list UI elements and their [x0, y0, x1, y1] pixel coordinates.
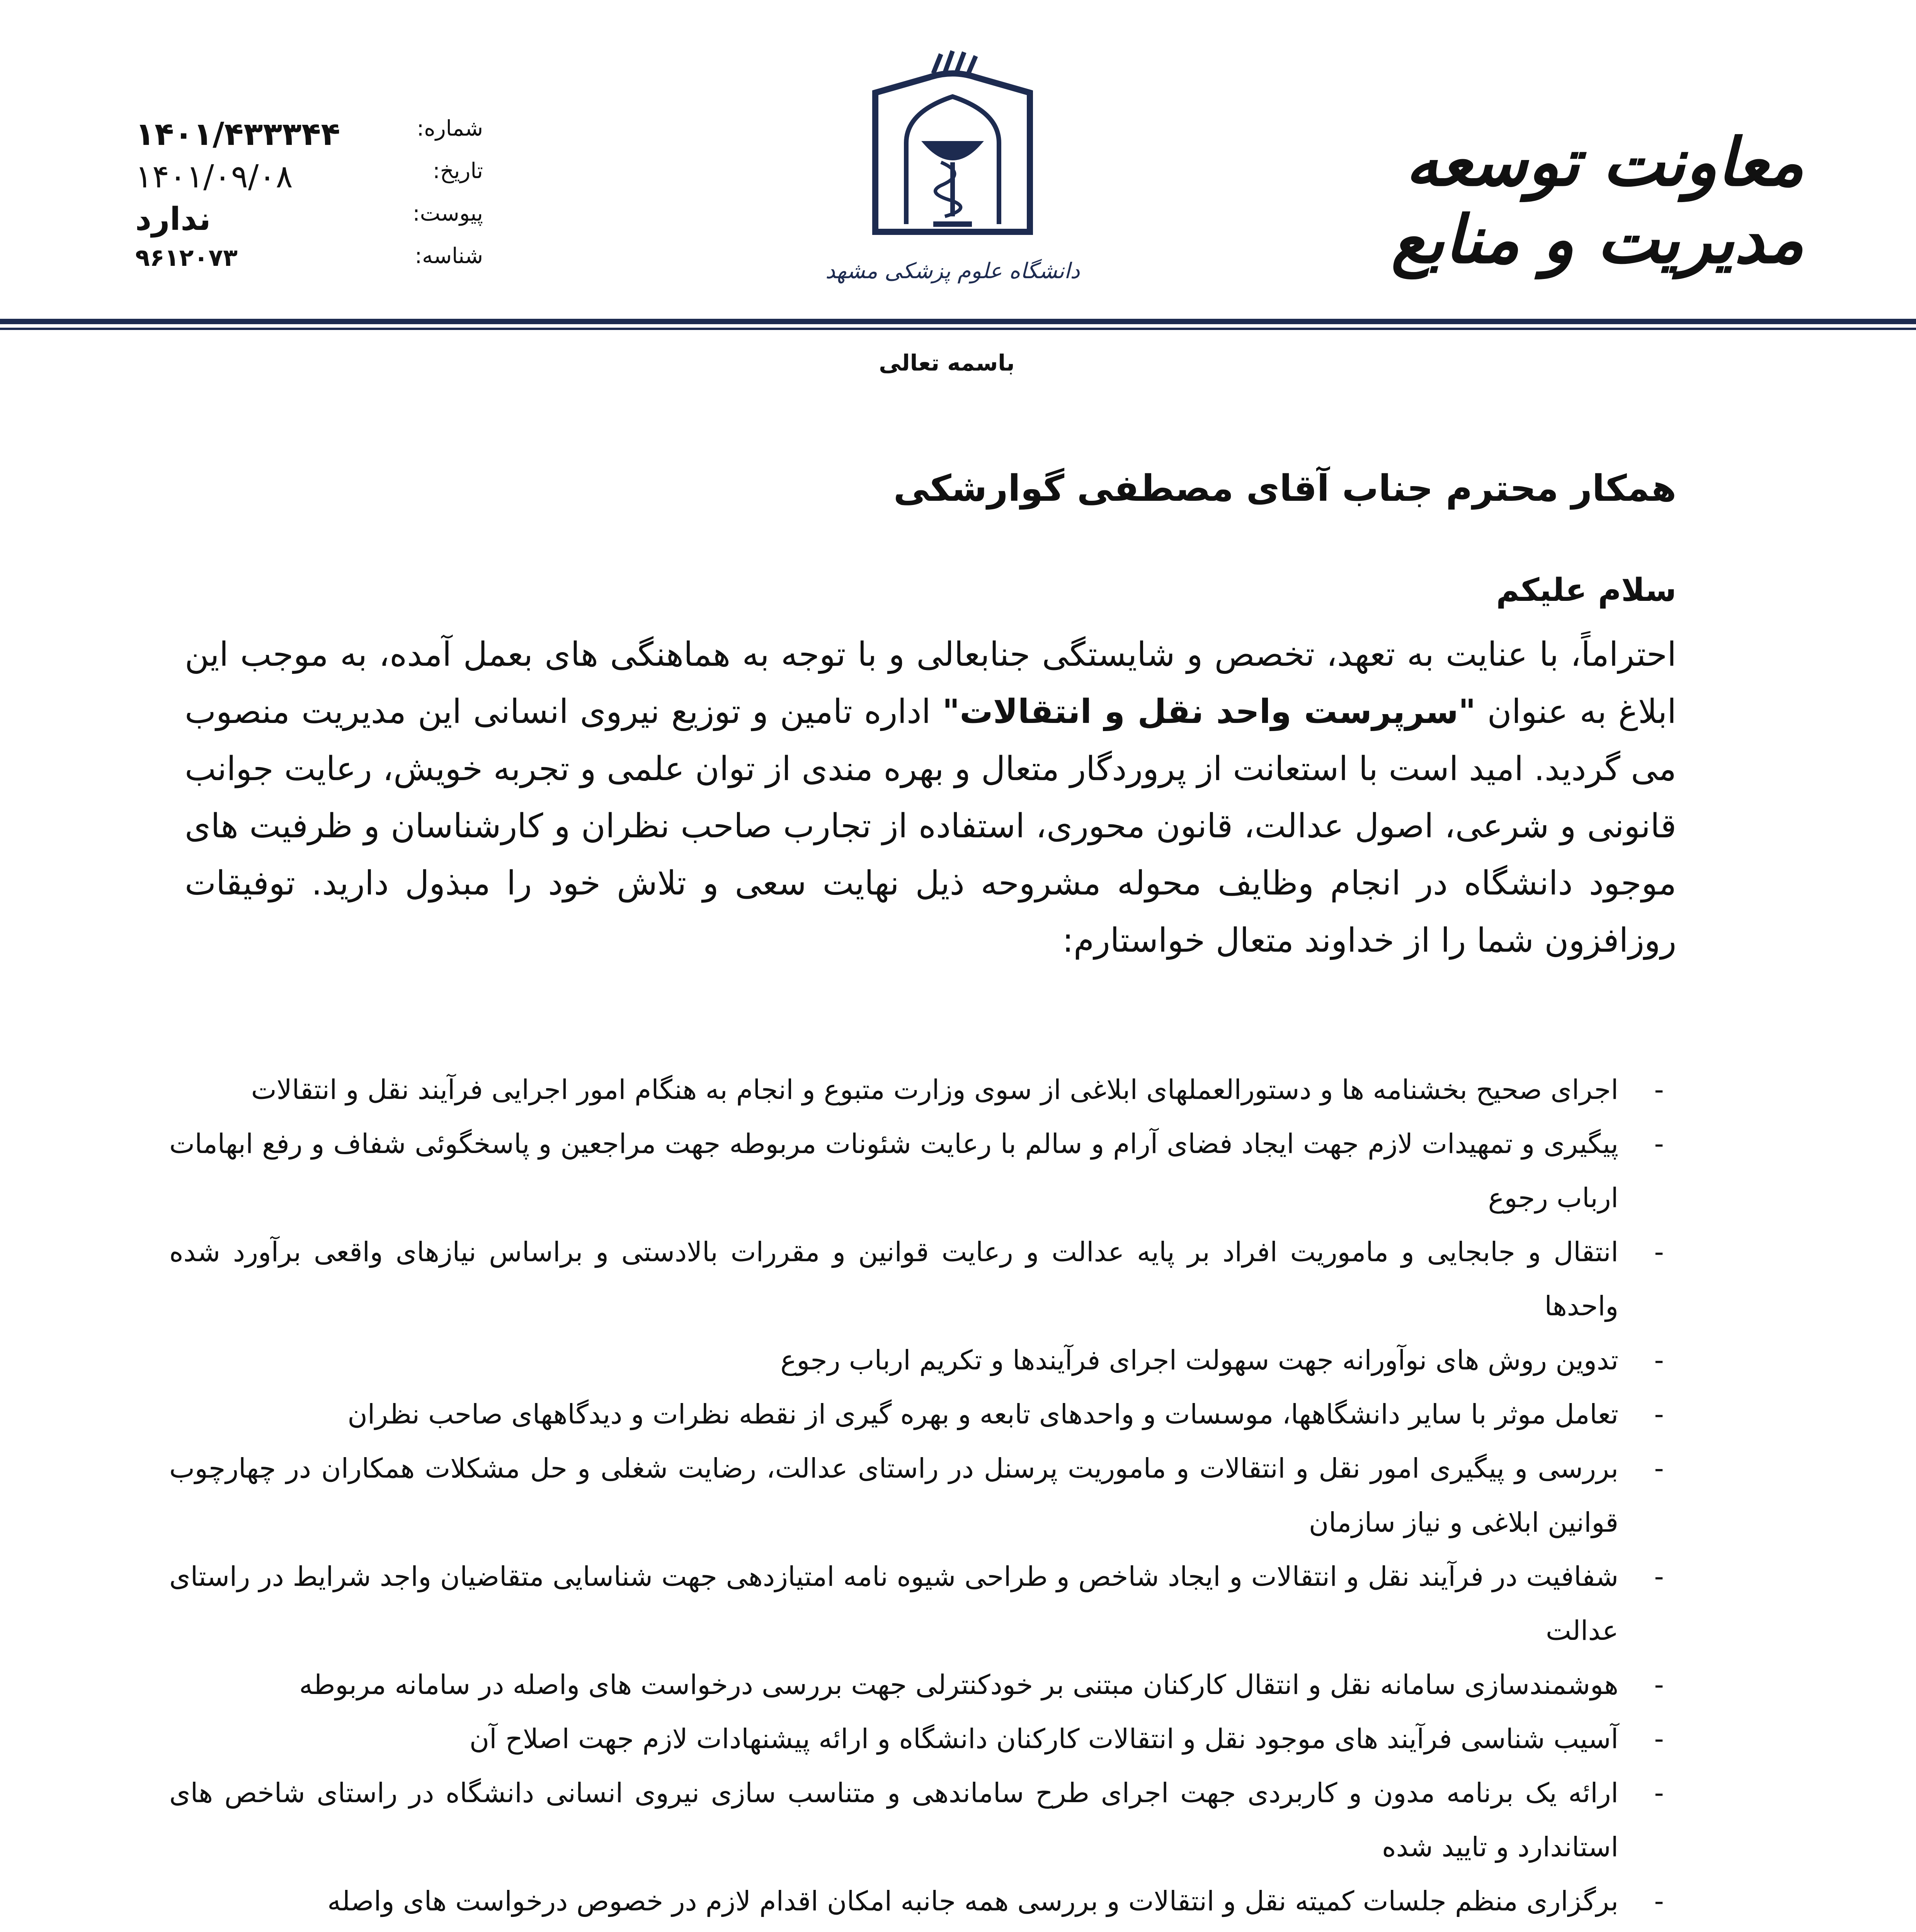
- letter-id: ۹۶۱۲۰۷۳: [135, 243, 238, 272]
- list-marker: -: [1654, 1723, 1664, 1755]
- list-marker: [1642, 1928, 1676, 1932]
- list-marker: -: [1654, 1561, 1664, 1592]
- task-text: انتقال و جابجایی و ماموریت افراد بر پایه عدالت و رعایت قوانین و مقررات بالادستی و براساس نیازهای واقعی برآورد شده واحدها: [169, 1236, 1618, 1322]
- task-text: آسیب شناسی فرآیند های موجود نقل و انتقالات کارکنان دانشگاه و ارائه پیشنهادات لازم جهت اصلاح آن: [469, 1723, 1618, 1755]
- addressee: همکار محترم جناب آقای مصطفی گوارشکی: [893, 468, 1676, 510]
- basmala: باسمه تعالی: [879, 350, 1015, 376]
- letter-attachment: ندارد: [135, 201, 211, 238]
- letter-meta: [135, 116, 483, 317]
- task-text: ارائه یک برنامه مدون و کاربردی جهت اجرای طرح ساماندهی و متناسب سازی نیروی انسانی دانشگاه در راستای شاخص های استاندارد و تایید شده: [169, 1777, 1618, 1863]
- header-rule: [0, 319, 1916, 324]
- header-rule-thin: [0, 328, 1916, 330]
- body-text-part1: احتراماً، با عنایت به تعهد، تخصص و شایستگی جنابعالی و با توجه به هماهنگی های بعمل آمده، به موجب این ابلاغ به عنوان: [185, 635, 1676, 731]
- letter-date: ۱۴۰۱/۰۹/۰۸: [135, 158, 293, 195]
- task-list: [169, 1063, 1676, 1932]
- list-item: [169, 1117, 1676, 1225]
- task-text: پیگیری و تمهیدات لازم جهت ایجاد فضای آرام و سالم با رعایت شئونات مربوطه جهت مراجعین و پاسخگوئی شفاف و رفع ابهامات ارباب رجوع: [169, 1128, 1618, 1214]
- list-marker: -: [1654, 1885, 1664, 1917]
- list-item: [169, 1658, 1676, 1712]
- body-text-part2: اداره تامین و توزیع نیروی انسانی این مدیریت منصوب می گردید. امید است با استعانت از پروردگار متعال و بهره مندی از توان علمی و تجربه خویش، رعایت جوانب قانونی و شرعی، اصول عدالت، قانون محوری، استفاده از تجارب صاحب نظران و کارشناسان و ظرفیت های موجود دانشگاه در انجام وظایف محوله مشروحه ذیل نهایت سعی و تلاش خود را مبذول دارید. توفیقات روزافزون شما را از خداوند متعال خواستارم:: [185, 692, 1676, 960]
- list-item: [169, 1766, 1676, 1874]
- task-text: تدوین روش های نوآورانه جهت سهولت اجرای فرآیندها و تکریم ارباب رجوع: [780, 1344, 1618, 1376]
- meta-date: [135, 158, 483, 201]
- list-marker: -: [1654, 1452, 1664, 1484]
- list-item: [169, 1928, 1676, 1932]
- meta-attachment: [135, 201, 483, 243]
- logo-text: دانشگاه علوم پزشکی مشهد: [825, 259, 1080, 284]
- letter-id-label: شناسه:: [415, 243, 483, 269]
- letter-attachment-label: پیوست:: [412, 201, 483, 226]
- letter-date-label: تاریخ:: [432, 158, 483, 184]
- department-title: معاونت توسعه مدیریت و منابع: [1391, 124, 1804, 278]
- task-text: بررسی و پیگیری امور نقل و انتقالات و ماموریت پرسنل در راستای عدالت، رضایت شغلی و حل مشکلات همکاران در چهارچوب قوانین ابلاغی و نیاز سازمان: [169, 1452, 1618, 1538]
- task-text: اجرای صحیح بخشنامه ها و دستورالعملهای ابلاغی از سوی وزارت متبوع و انجام به هنگام امور اجرایی فرآیند نقل و انتقالات: [251, 1074, 1618, 1105]
- list-marker: -: [1654, 1669, 1664, 1701]
- position-title: "سرپرست واحد نقل و انتقالات": [942, 692, 1476, 731]
- letter-number-label: شماره:: [417, 116, 483, 141]
- list-item: [169, 1225, 1676, 1333]
- task-text: برگزاری منظم جلسات کمیته نقل و انتقالات و بررسی همه جانبه امکان اقدام لازم در خصوص درخواست های واصله: [327, 1885, 1618, 1917]
- letter-number: ۱۴۰۱/۴۳۳۳۴۴: [135, 116, 340, 153]
- university-logo: [825, 46, 1080, 301]
- list-marker: -: [1654, 1074, 1664, 1105]
- list-marker: -: [1654, 1236, 1664, 1268]
- task-text: هوشمندسازی سامانه نقل و انتقال کارکنان مبتنی بر خودکنترلی جهت بررسی درخواست های واصله در سامانه مربوطه: [299, 1669, 1618, 1701]
- letter-body: [185, 626, 1676, 1051]
- list-item: [169, 1387, 1676, 1441]
- list-item: [169, 1441, 1676, 1549]
- meta-id: [135, 243, 483, 286]
- task-text: شفافیت در فرآیند نقل و انتقالات و ایجاد شاخص و طراحی شیوه نامه امتیازدهی جهت شناسایی متقاضیان واجد شرایط در راستای عدالت: [169, 1561, 1618, 1646]
- list-item: [169, 1063, 1676, 1117]
- list-marker: -: [1654, 1128, 1664, 1160]
- list-marker: -: [1654, 1398, 1664, 1430]
- list-item: [169, 1333, 1676, 1387]
- greeting: سلام علیکم: [1496, 572, 1676, 609]
- task-text: تعامل موثر با سایر دانشگاهها، موسسات و واحدهای تابعه و بهره گیری از نقطه نظرات و دیدگاههای صاحب نظران: [347, 1398, 1618, 1430]
- list-marker: -: [1654, 1344, 1664, 1376]
- list-item: [169, 1874, 1676, 1928]
- meta-number: [135, 116, 483, 158]
- list-item: [169, 1549, 1676, 1658]
- list-item: [169, 1712, 1676, 1766]
- list-marker: -: [1654, 1777, 1664, 1809]
